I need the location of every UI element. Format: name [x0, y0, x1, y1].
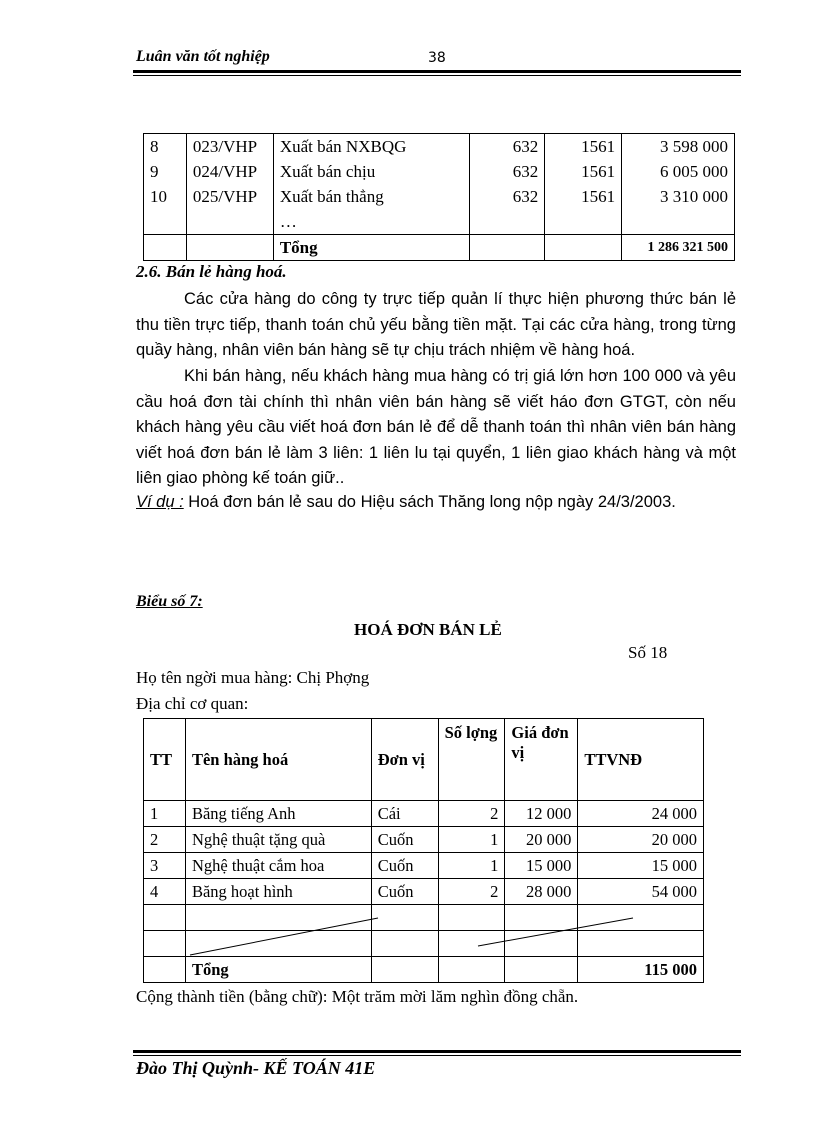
item-unit: Cuốn	[371, 853, 438, 879]
cell-debit: 632	[470, 184, 545, 209]
cell-code: 025/VHP	[186, 184, 273, 209]
col-tt: TT	[144, 719, 186, 801]
item-unit: Cuốn	[371, 879, 438, 905]
paragraph-2: Khi bán hàng, nếu khách hàng mua hàng có trị giá lớn hơn 100 000 và yêu cầu hoá đơn tài chính thì nhân viên bán hàng sẽ viết háo đơn GTGT, còn nếu khách hàng yêu cầu viết hoá đơn bán lẻ để dễ thanh toán thì nhân viên bán hàng viết hoá đơn bán lẻ làm 3 liên: 1 liên lu tại quyển, 1 liên giao khách hàng và một liên giao phòng kế toán giữ..	[136, 367, 736, 488]
item-price: 12 000	[505, 801, 578, 827]
strike-line-left	[190, 918, 378, 955]
invoice-title: HOÁ ĐƠN BÁN LẺ	[354, 620, 502, 639]
invoice-total-value: 115 000	[578, 957, 704, 983]
form-label: Biểu số 7:	[136, 593, 203, 610]
col-qty: Số lợng	[438, 719, 505, 801]
item-unit: Cái	[371, 801, 438, 827]
cell-no: 8	[144, 134, 187, 160]
invoice-number: Số 18	[628, 643, 668, 662]
item-name: Băng tiếng Anh	[185, 801, 371, 827]
item-total: 15 000	[578, 853, 704, 879]
item-tt: 3	[144, 853, 186, 879]
cell-debit: 632	[470, 159, 545, 184]
col-total: TTVNĐ	[578, 719, 704, 801]
col-price: Giá đơn vị	[505, 719, 578, 801]
col-unit: Đơn vị	[371, 719, 438, 801]
cell-code: 024/VHP	[186, 159, 273, 184]
cell-desc: Xuất bán chịu	[273, 159, 470, 184]
item-name: Nghệ thuật cắm hoa	[185, 853, 371, 879]
cell-no: 9	[144, 159, 187, 184]
invoice-total-label: Tổng	[185, 957, 371, 983]
item-qty: 1	[438, 827, 505, 853]
section-heading: 2.6. Bán lẻ hàng hoá.	[136, 262, 287, 281]
item-total: 54 000	[578, 879, 704, 905]
item-tt: 1	[144, 801, 186, 827]
buyer-address: Địa chỉ cơ quan:	[136, 694, 249, 713]
strike-line-right	[478, 918, 633, 946]
item-qty: 1	[438, 853, 505, 879]
item-price: 15 000	[505, 853, 578, 879]
cell-desc: …	[273, 209, 470, 235]
paragraph-1: Các cửa hàng do công ty trực tiếp quản lí thực hiện phương thức bán lẻ thu tiền trực tiếp, thanh toán chủ yếu bằng tiền mặt. Tại các cửa hàng, trong từng quầy hàng, nhân viên bán hàng sẽ tự chịu trách nhiệm về hàng hoá.	[136, 290, 736, 360]
cell-credit: 1561	[545, 184, 622, 209]
cell-credit: 1561	[545, 134, 622, 160]
item-total: 20 000	[578, 827, 704, 853]
cell-desc: Xuất bán thẳng	[273, 184, 470, 209]
page-number: 38	[428, 50, 446, 66]
item-qty: 2	[438, 801, 505, 827]
item-tt: 2	[144, 827, 186, 853]
col-name: Tên hàng hoá	[185, 719, 371, 801]
footer-rule	[133, 1050, 741, 1053]
item-qty: 2	[438, 879, 505, 905]
cell-code: 023/VHP	[186, 134, 273, 160]
item-name: Nghệ thuật tặng quà	[185, 827, 371, 853]
total-in-words: Cộng thành tiền (bằng chữ): Một trăm mời lăm nghìn đồng chẵn.	[136, 987, 579, 1006]
item-unit: Cuốn	[371, 827, 438, 853]
total-amount: 1 286 321 500	[622, 235, 735, 261]
item-tt: 4	[144, 879, 186, 905]
header-title: Luân văn tốt nghiệp	[136, 48, 270, 65]
item-price: 28 000	[505, 879, 578, 905]
cell-amount: 3 310 000	[622, 184, 735, 209]
cell-debit: 632	[470, 134, 545, 160]
cell-amount: 3 598 000	[622, 134, 735, 160]
footer-rule-thin	[133, 1055, 741, 1056]
total-label: Tổng	[273, 235, 470, 261]
example-text: Hoá đơn bán lẻ sau do Hiệu sách Thăng long nộp ngày 24/3/2003.	[183, 493, 676, 511]
buyer-name: Họ tên ngời mua hàng: Chị Phợng	[136, 668, 370, 687]
item-price: 20 000	[505, 827, 578, 853]
footer-author: Đào Thị Quỳnh- KẾ TOÁN 41E	[136, 1058, 376, 1078]
cell-credit: 1561	[545, 159, 622, 184]
item-name: Băng hoạt hình	[185, 879, 371, 905]
cell-amount: 6 005 000	[622, 159, 735, 184]
item-total: 24 000	[578, 801, 704, 827]
example-label: Ví dụ :	[136, 493, 184, 511]
cell-desc: Xuất bán NXBQG	[273, 134, 470, 160]
cell-no: 10	[144, 184, 187, 209]
